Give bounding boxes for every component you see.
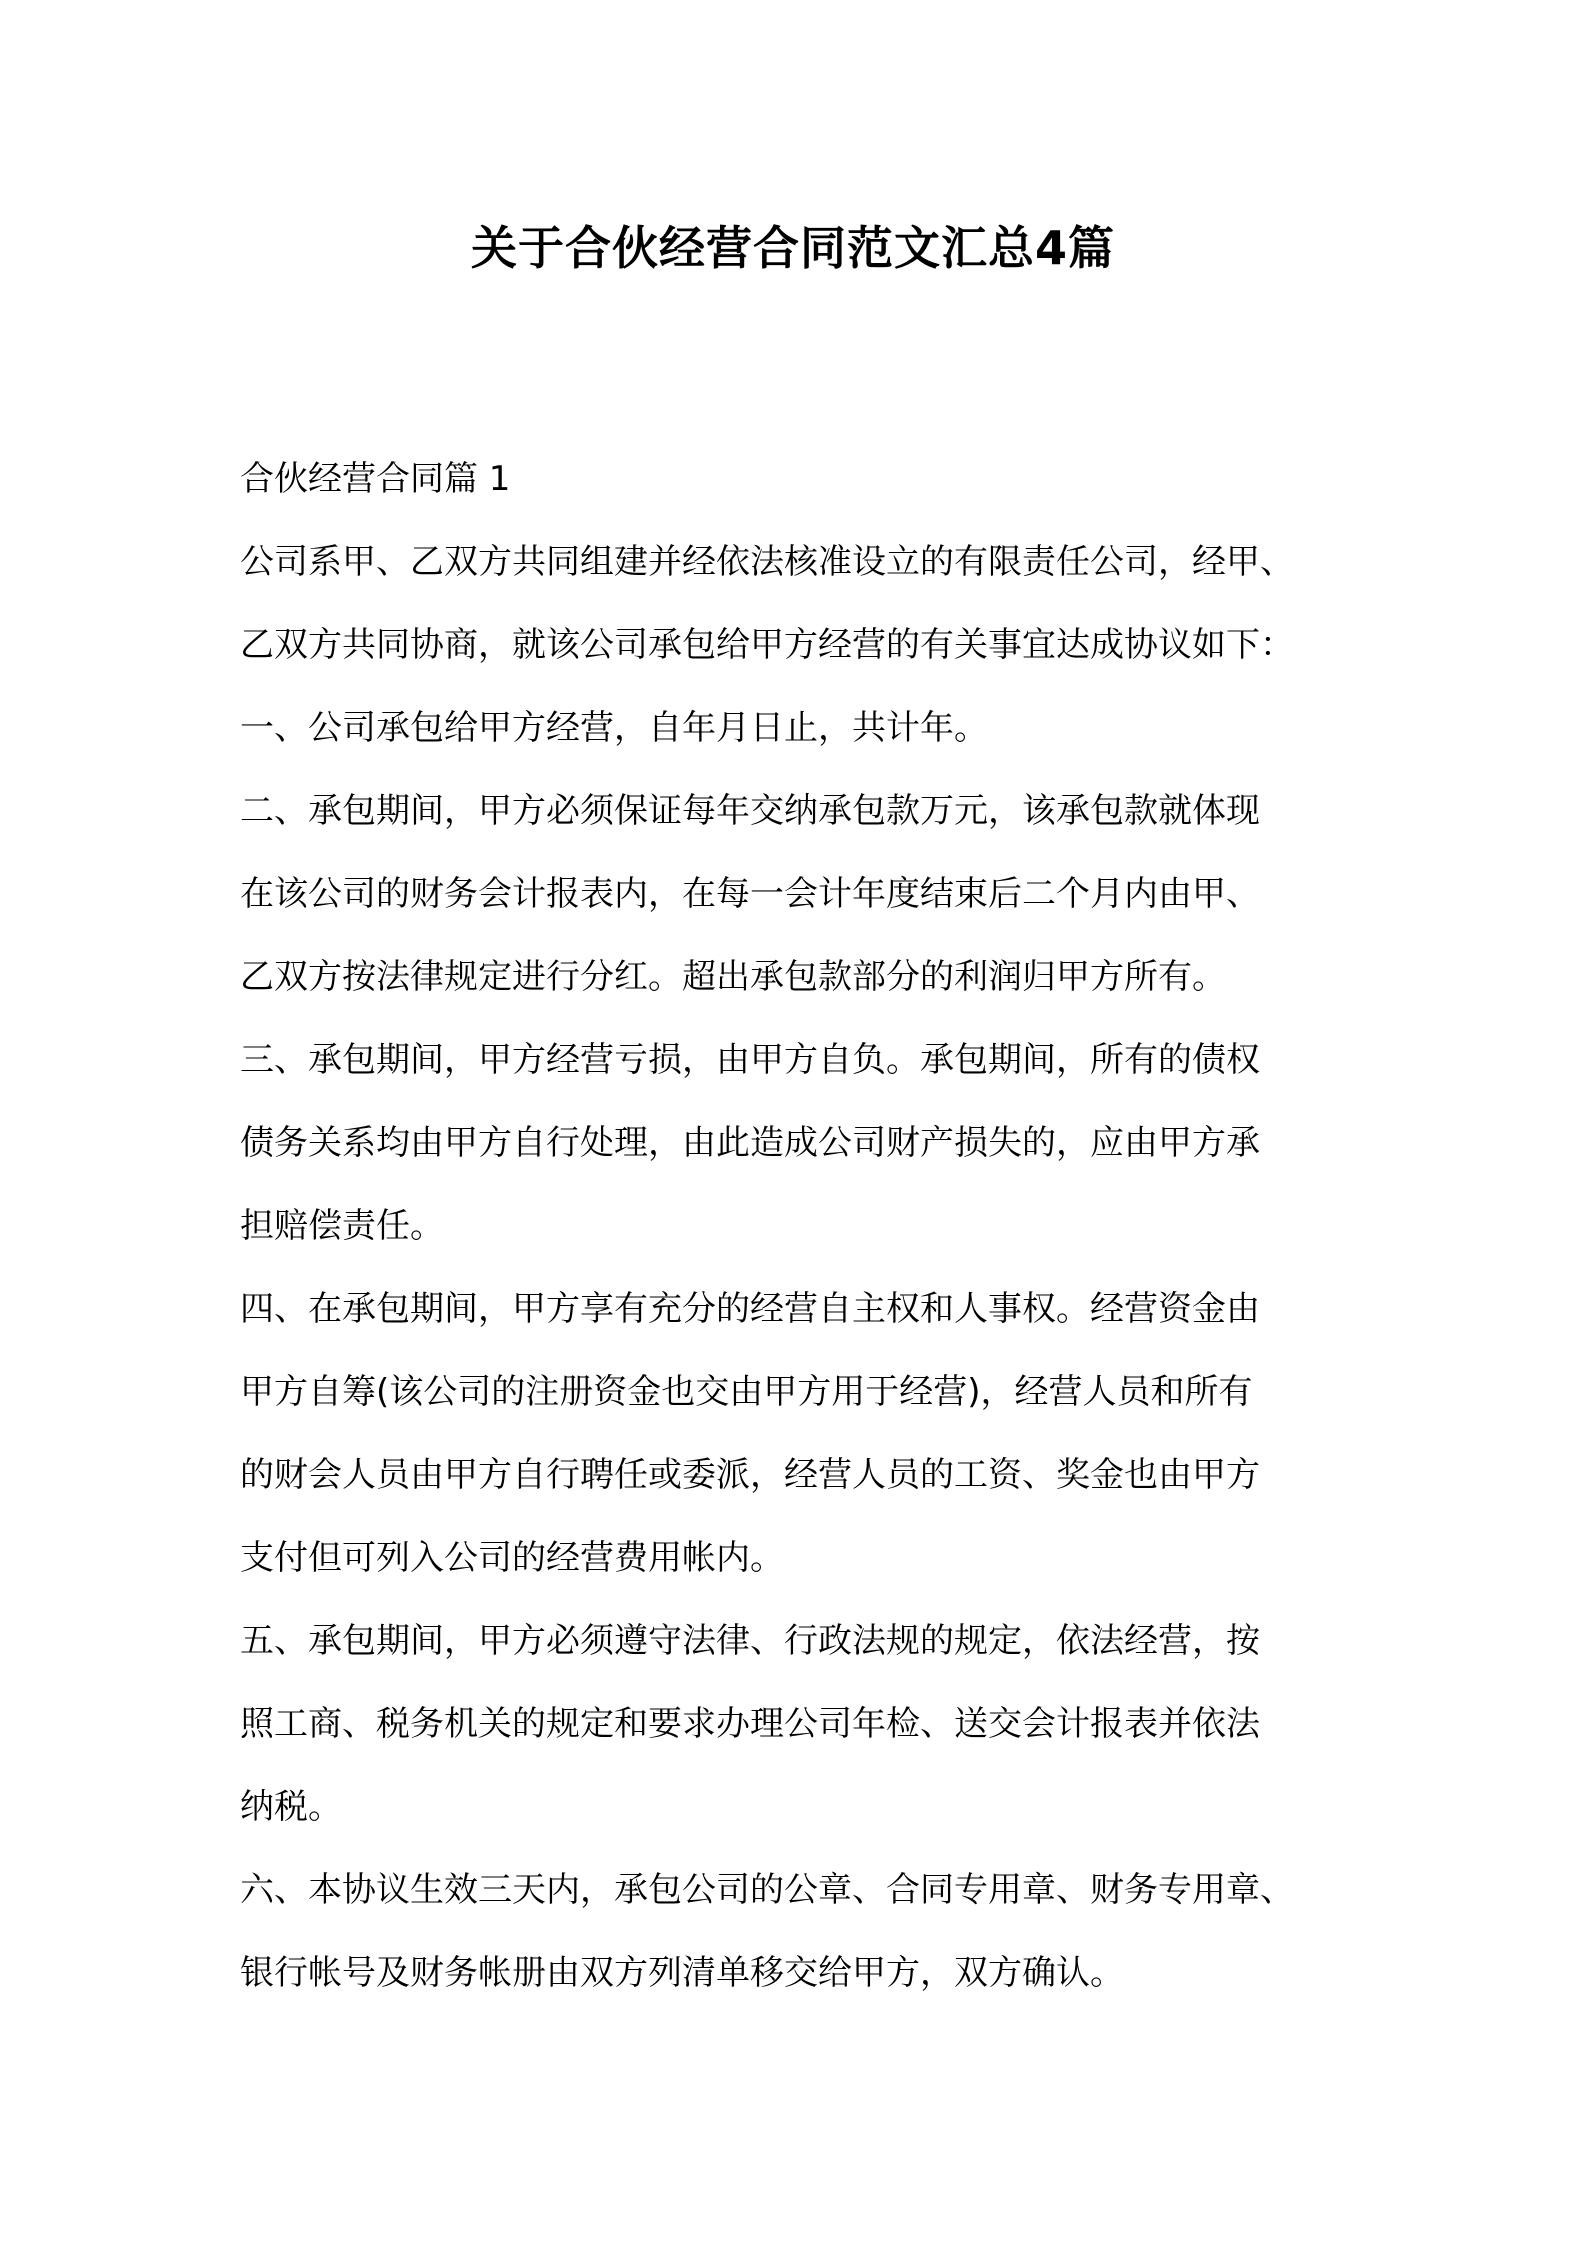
body-line-11: 甲方自筹(该公司的注册资金也交由甲方用于经营)，经营人员和所有 — [240, 1372, 1253, 1412]
body-line-8: 债务关系均由甲方自行处理，由此造成公司财产损失的，应由甲方承 — [240, 1123, 1260, 1163]
body-line-4: 二、承包期间，甲方必须保证每年交纳承包款万元，该承包款就体现 — [240, 791, 1260, 831]
body-line-9: 担赔偿责任。 — [240, 1206, 444, 1246]
body-line-6: 乙双方按法律规定进行分红。超出承包款部分的利润归甲方所有。 — [240, 957, 1226, 997]
body-line-7: 三、承包期间，甲方经营亏损，由甲方自负。承包期间，所有的债权 — [240, 1040, 1260, 1080]
document-title: 关于合伙经营合同范文汇总4篇 — [470, 221, 1115, 275]
body-line-12: 的财会人员由甲方自行聘任或委派，经营人员的工资、奖金也由甲方 — [240, 1455, 1260, 1495]
body-line-15: 照工商、税务机关的规定和要求办理公司年检、送交会计报表并依法 — [240, 1704, 1260, 1744]
body-line-17: 六、本协议生效三天内，承包公司的公章、合同专用章、财务专用章、 — [240, 1870, 1294, 1910]
body-line-16: 纳税。 — [240, 1787, 342, 1827]
body-line-1: 公司系甲、乙双方共同组建并经依法核准设立的有限责任公司，经甲、 — [240, 542, 1294, 582]
body-line-13: 支付但可列入公司的经营费用帐内。 — [240, 1538, 784, 1578]
section-heading: 合伙经营合同篇 1 — [240, 459, 511, 499]
body-line-18: 银行帐号及财务帐册由双方列清单移交给甲方，双方确认。 — [240, 1953, 1124, 1993]
body-line-14: 五、承包期间，甲方必须遵守法律、行政法规的规定，依法经营，按 — [240, 1621, 1260, 1661]
body-line-2: 乙双方共同协商，就该公司承包给甲方经营的有关事宜达成协议如下： — [240, 625, 1294, 665]
document-body — [240, 438, 1360, 2015]
body-line-3: 一、公司承包给甲方经营，自年月日止，共计年。 — [240, 708, 988, 748]
body-line-10: 四、在承包期间，甲方享有充分的经营自主权和人事权。经营资金由 — [240, 1289, 1260, 1329]
body-line-5: 在该公司的财务会计报表内，在每一会计年度结束后二个月内由甲、 — [240, 874, 1260, 914]
